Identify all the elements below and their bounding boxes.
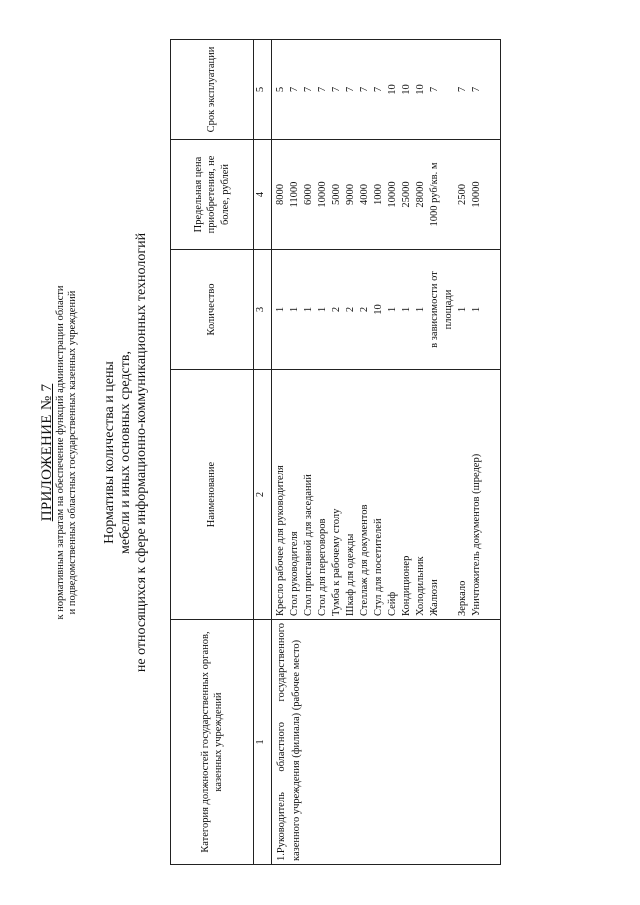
norms-heading-line-1: Нормативы количества и цены bbox=[102, 361, 117, 544]
item-name: Стол руководителя bbox=[289, 531, 300, 616]
item-price: 1000 bbox=[373, 184, 384, 205]
header-category: Категория должностей государственных органов, казенных учреждений bbox=[171, 620, 254, 865]
item-term: 7 bbox=[429, 86, 440, 93]
item-price: 28000 bbox=[415, 181, 426, 208]
item-quantity: 1 bbox=[317, 306, 328, 313]
item-term: 7 bbox=[373, 86, 384, 93]
item-term: 7 bbox=[289, 86, 300, 93]
item-quantity: 1 bbox=[457, 306, 468, 313]
item-quantity: 2 bbox=[345, 306, 356, 313]
item-name: Сейф bbox=[387, 591, 398, 616]
item-quantity: в зависимости от площади bbox=[429, 271, 454, 348]
item-term: 10 bbox=[387, 84, 398, 95]
header-quantity: Количество bbox=[171, 250, 254, 370]
item-name: Стол для переговоров bbox=[317, 518, 328, 616]
item-price: 10000 bbox=[387, 181, 398, 208]
column-number: 4 bbox=[254, 140, 272, 250]
norms-table bbox=[170, 39, 501, 865]
appendix-title: ПРИЛОЖЕНИЕ № 7 bbox=[39, 383, 55, 522]
norms-heading-line-3: не относящихся к сфере информационно-коммуникационных технологий bbox=[134, 232, 149, 673]
item-name: Стеллаж для документов bbox=[359, 504, 370, 616]
quantities-cell bbox=[272, 250, 501, 370]
item-term: 10 bbox=[415, 84, 426, 95]
item-price: 2500 bbox=[457, 184, 468, 205]
table-header-row bbox=[171, 40, 254, 865]
item-quantity: 1 bbox=[387, 306, 398, 313]
item-quantity: 1 bbox=[471, 306, 482, 313]
item-name: Холодильник bbox=[415, 556, 426, 616]
column-number: 2 bbox=[254, 370, 272, 620]
item-quantity: 1 bbox=[275, 306, 286, 313]
item-quantity: 1 bbox=[303, 306, 314, 313]
item-quantity: 1 bbox=[401, 306, 412, 313]
header-name: Наименование bbox=[171, 370, 254, 620]
item-term: 7 bbox=[317, 86, 328, 93]
item-price: 5000 bbox=[331, 184, 342, 205]
item-price: 1000 руб/кв. м bbox=[429, 162, 440, 227]
item-quantity: 1 bbox=[415, 306, 426, 313]
item-quantity: 2 bbox=[331, 306, 342, 313]
item-name: Тумба к рабочему столу bbox=[331, 508, 342, 616]
item-name: Стул для посетителей bbox=[373, 518, 384, 616]
item-name: Кондиционер bbox=[401, 555, 412, 616]
header-price: Предельная цена приобретения, не более, рублей bbox=[171, 140, 254, 250]
column-number: 1 bbox=[254, 620, 272, 865]
item-name: Жалюзи bbox=[429, 579, 440, 616]
appendix-subtitle-line-2: и подведомственных областных государственных казенных учреждений bbox=[67, 290, 78, 615]
category-cell: 1.Руководитель областного государственного казенного учреждения (филиала) (рабочее место) bbox=[272, 620, 501, 865]
item-term: 7 bbox=[359, 86, 370, 93]
item-price: 4000 bbox=[359, 184, 370, 205]
item-term: 7 bbox=[457, 86, 468, 93]
item-term: 5 bbox=[275, 86, 286, 93]
appendix-subtitle-line-1: к нормативным затратам на обеспечение функций администрации области bbox=[55, 285, 66, 620]
column-number-row bbox=[254, 40, 272, 865]
item-price: 9000 bbox=[345, 184, 356, 205]
table-row bbox=[272, 40, 501, 865]
item-price: 10000 bbox=[317, 181, 328, 208]
item-price: 25000 bbox=[401, 181, 412, 208]
norms-heading-line-2: мебели и иных основных средств, bbox=[118, 351, 133, 554]
item-name: Стол приставной для заседаний bbox=[303, 474, 314, 616]
item-quantity: 2 bbox=[359, 306, 370, 313]
prices-cell bbox=[272, 140, 501, 250]
item-quantity: 1 bbox=[289, 306, 300, 313]
item-term: 7 bbox=[345, 86, 356, 93]
column-number: 3 bbox=[254, 250, 272, 370]
item-term: 7 bbox=[471, 86, 482, 93]
item-price: 6000 bbox=[303, 184, 314, 205]
item-term: 10 bbox=[401, 84, 412, 95]
header-term: Срок эксплуатации bbox=[171, 40, 254, 140]
item-term: 7 bbox=[303, 86, 314, 93]
item-name: Кресло рабочее для руководителя bbox=[275, 465, 286, 616]
item-price: 11000 bbox=[289, 181, 300, 208]
item-name: Зеркало bbox=[457, 580, 468, 616]
item-quantity: 10 bbox=[373, 304, 384, 315]
item-price: 8000 bbox=[275, 184, 286, 205]
item-names-cell bbox=[272, 370, 501, 620]
item-name: Шкаф для одежды bbox=[345, 533, 356, 616]
item-term: 7 bbox=[331, 86, 342, 93]
column-number: 5 bbox=[254, 40, 272, 140]
item-name: Уничтожитель документов (шредер) bbox=[471, 453, 482, 616]
item-price: 10000 bbox=[471, 181, 482, 208]
terms-cell bbox=[272, 40, 501, 140]
